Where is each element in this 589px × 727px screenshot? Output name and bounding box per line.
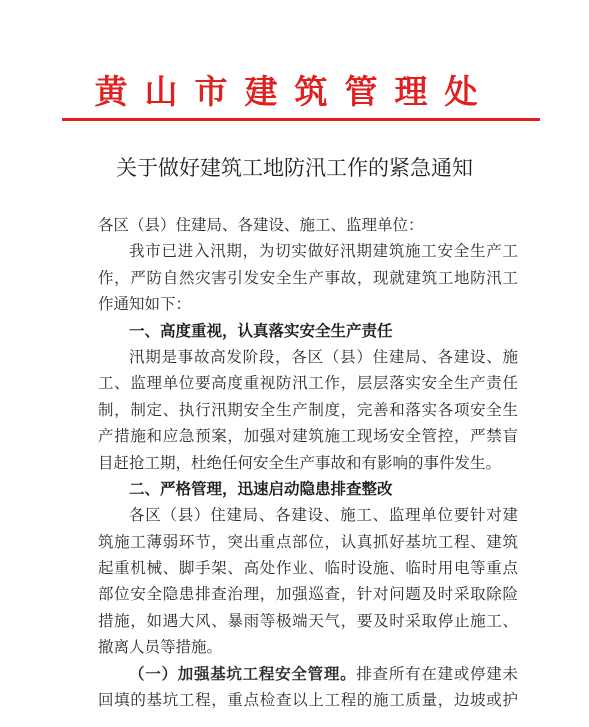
paragraph-line: 作通知如下： xyxy=(98,295,192,314)
section-heading-1: 一、高度重视，认真落实安全生产责任 xyxy=(129,320,393,340)
paragraph-line: 制，制定、执行汛期安全生产制度，完善和落实各项安全生 xyxy=(98,400,518,419)
subsection-heading-1: （一）加强基坑工程安全管理。 xyxy=(129,663,357,683)
paragraph-line: 产措施和应急预案，加强对建筑施工现场安全管控，严禁盲 xyxy=(98,427,518,446)
paragraph-line: 各区（县）住建局、各建设、施工、监理单位要针对建 xyxy=(129,506,518,525)
letterhead-red-rule xyxy=(62,118,540,121)
paragraph-run: 排查所有在建或停建未 xyxy=(356,664,518,683)
paragraph-line: 筑施工薄弱环节，突出重点部位，认真抓好基坑工程、建筑 xyxy=(98,532,518,551)
org-letterhead-title: 黄山市建筑管理处 xyxy=(94,72,495,111)
paragraph-line: 汛期是事故高发阶段，各区（县）住建局、各建设、施 xyxy=(129,347,518,366)
section-heading-2: 二、严格管理，迅速启动隐患排查整改 xyxy=(129,478,393,498)
paragraph-line: 撤离人员等措施。 xyxy=(98,638,223,657)
paragraph-line: 工、监理单位要高度重视防汛工作，层层落实安全生产责任 xyxy=(98,374,518,393)
paragraph-line: 我市已进入汛期，为切实做好汛期建筑施工安全生产工 xyxy=(129,242,518,261)
paragraph-line: 作，严防自然灾害引发安全生产事故，现就建筑工地防汛工 xyxy=(98,268,518,287)
paragraph-line: 起重机械、脚手架、高处作业、临时设施、临时用电等重点 xyxy=(98,559,518,578)
paragraph-line: 目赶抢工期，杜绝任何安全生产事故和有影响的事件发生。 xyxy=(98,453,502,472)
salutation-line: 各区（县）住建局、各建设、施工、监理单位： xyxy=(98,216,424,234)
paragraph-line: 部位安全隐患排查治理，加强巡查，针对问题及时采取除险 xyxy=(98,585,518,604)
paragraph-line: 措施，如遇大风、暴雨等极端天气，要及时采取停止施工、 xyxy=(98,611,518,630)
document-title: 关于做好建筑工地防汛工作的紧急通知 xyxy=(116,156,473,180)
paragraph-line-with-subheading xyxy=(98,661,518,687)
paragraph-line: 回填的基坑工程，重点检查以上工程的施工质量，边坡或护 xyxy=(98,691,518,710)
document-body xyxy=(98,212,518,713)
